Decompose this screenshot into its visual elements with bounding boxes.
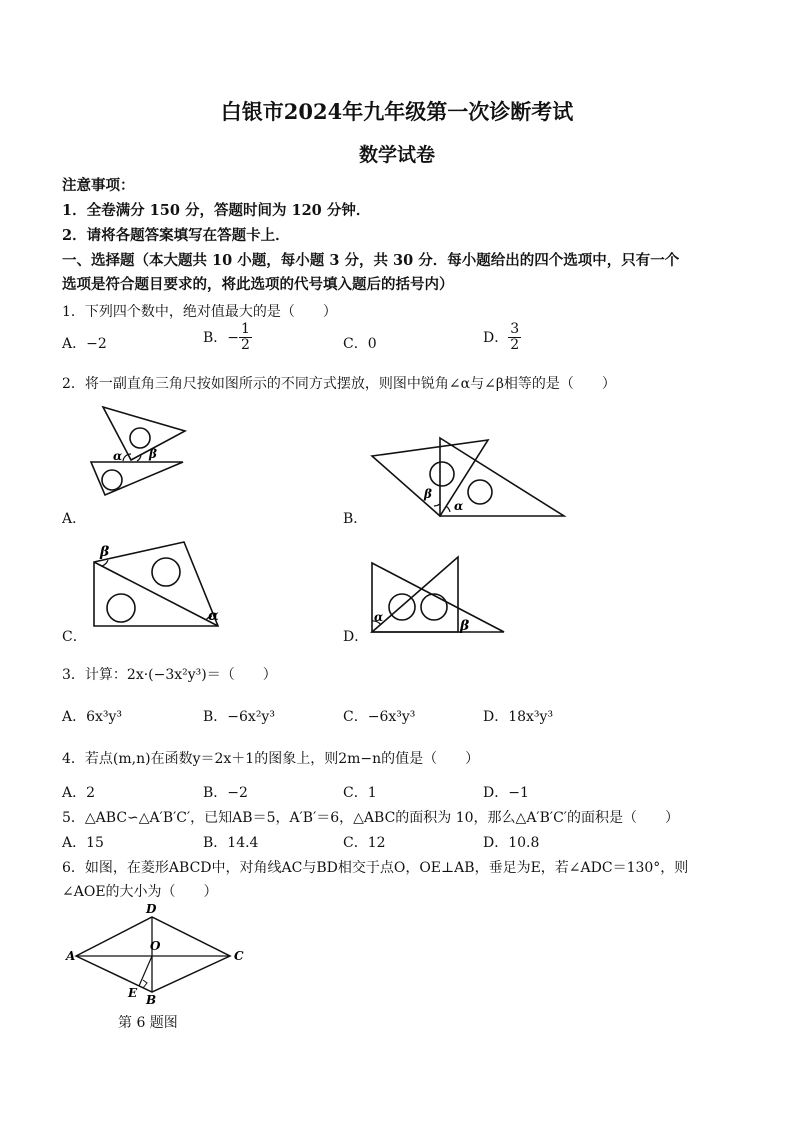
q5-option-b: B．14.4 <box>203 835 259 851</box>
q2-stem: 2．将一副直角三角尺按如图所示的不同方式摆放，则图中锐角∠α与∠β相等的是（ ） <box>62 376 616 392</box>
q4-option-a: A．2 <box>62 785 96 801</box>
q1-option-d-num: 3 <box>510 321 520 337</box>
q2-option-b-label: B． <box>343 511 368 527</box>
q6-right-angle-mark <box>143 980 147 988</box>
q4-stem: 4．若点(m,n)在函数y＝2x＋1的图象上，则2m−n的值是（ ） <box>62 751 480 767</box>
q1-option-d <box>483 322 521 352</box>
q6-point-a: A <box>66 949 76 963</box>
q6-point-c: C <box>234 949 244 963</box>
q2c-alpha-label: α <box>208 608 219 624</box>
section1-heading-line2: 选项是符合题目要求的，将此选项的代号填入题后的括号内） <box>62 276 454 293</box>
q2c-circle-1 <box>152 558 180 586</box>
q6-stem-line2: ∠AOE的大小为（ ） <box>62 884 218 900</box>
q2d-beta-label: β <box>460 618 470 634</box>
q2d-triangle-2 <box>372 557 458 632</box>
q1-option-a: A．−2 <box>62 336 107 352</box>
q1-option-b <box>203 322 252 352</box>
q1-option-c: C．0 <box>343 336 377 352</box>
q3-option-d: D．18x³y³ <box>483 709 554 725</box>
q2c-diagonal <box>94 562 218 626</box>
q2b-circle-1 <box>430 462 454 486</box>
q4-option-b: B．−2 <box>203 785 248 801</box>
q2-option-c-label: C． <box>62 629 87 645</box>
q3-option-a: A．6x³y³ <box>62 709 123 725</box>
q2a-beta-label: β <box>149 447 157 461</box>
q2b-circle-2 <box>468 480 492 504</box>
q2d-alpha-label: α <box>374 610 384 624</box>
q4-option-c: C．1 <box>343 785 377 801</box>
q2b-beta-label: β <box>424 487 432 501</box>
page-subtitle: 数学试卷 <box>358 144 435 166</box>
q2-option-a-label: A． <box>62 511 87 527</box>
note-item-1: 1．全卷满分 150 分，答题时间为 120 分钟． <box>62 202 371 219</box>
q2c-beta-label: β <box>100 544 110 560</box>
q2a-lower-circle <box>102 470 122 490</box>
q6-point-b: B <box>146 993 157 1007</box>
q2b-alpha-label: α <box>454 499 464 513</box>
q2c-arc-beta <box>102 560 108 566</box>
q2d-circle-1 <box>389 594 415 620</box>
q6-point-e: E <box>128 986 138 1000</box>
q1-option-b-prefix: B．− <box>203 330 240 347</box>
note-item-2: 2．请将各题答案填写在答题卡上． <box>62 227 290 244</box>
q6-point-o: O <box>150 939 161 953</box>
section1-heading-line1: 一、选择题（本大题共 10 小题，每小题 3 分，共 30 分．每小题给出的四个选项中，只有一个 <box>62 252 680 269</box>
q2b-arc-beta <box>434 504 440 506</box>
q6-rhombus-figure <box>62 900 247 1008</box>
q2-figure-a <box>85 405 195 500</box>
q6-stem-line1: 6．如图，在菱形ABCD中，对角线AC与BD相交于点O，OE⊥AB，垂足为E，若∠ADC＝130°，则 <box>62 860 689 876</box>
q6-point-d: D <box>146 902 157 916</box>
q3-option-b: B．−6x²y³ <box>203 709 275 725</box>
q1-stem: 1．下列四个数中，绝对值最大的是（ ） <box>62 304 337 320</box>
q2-option-d-label: D． <box>343 629 369 645</box>
q5-option-d: D．10.8 <box>483 835 540 851</box>
notes-heading: 注意事项： <box>62 177 135 194</box>
q2d-circle-2 <box>421 594 447 620</box>
q6-figure-caption: 第 6 题图 <box>118 1015 178 1031</box>
q2b-arc-alpha <box>446 506 450 512</box>
q2-figure-c <box>88 538 228 633</box>
q1-option-d-prefix: D． <box>483 330 509 347</box>
q5-option-a: A．15 <box>62 835 104 851</box>
q1-option-d-den: 2 <box>510 336 520 353</box>
q2a-upper-circle <box>130 428 150 448</box>
q5-option-c: C．12 <box>343 835 386 851</box>
q2d-triangle-1 <box>372 563 504 632</box>
q5-stem: 5．△ABC∽△A′B′C′，已知AB＝5，A′B′＝6，△ABC的面积为 10，那么△A′B′C′的面积是（ ） <box>62 810 679 826</box>
q2a-lower-triangle <box>91 462 183 495</box>
q1-option-b-num: 1 <box>241 321 250 337</box>
q4-option-d: D．−1 <box>483 785 529 801</box>
q3-option-c: C．−6x³y³ <box>343 709 416 725</box>
q3-stem: 3．计算：2x·(−3x²y³)＝（ ） <box>62 667 277 683</box>
q6-rhombus <box>76 917 230 992</box>
q2-figure-d <box>368 555 508 635</box>
q2-figure-b <box>368 436 573 521</box>
q2a-alpha-label: α <box>113 449 123 463</box>
q2c-circle-2 <box>107 594 135 622</box>
page-title: 白银市2024年九年级第一次诊断考试 <box>220 99 574 124</box>
q1-option-b-den: 2 <box>241 336 250 353</box>
q2c-outer <box>94 542 218 626</box>
